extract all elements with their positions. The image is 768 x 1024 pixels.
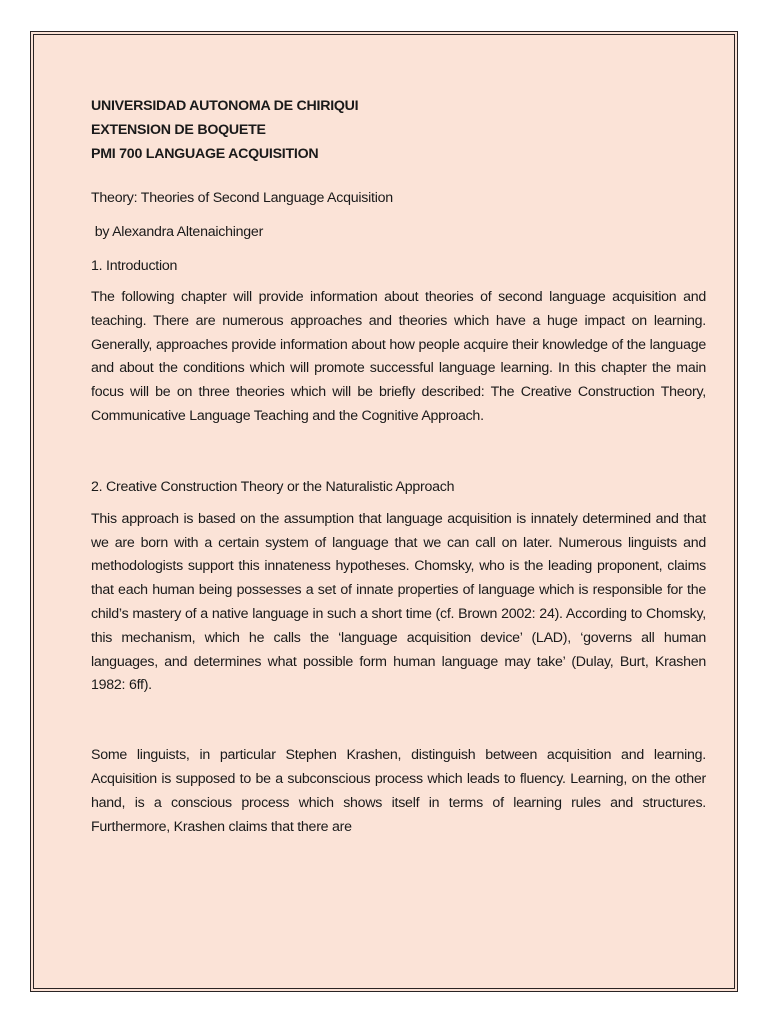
course-name: PMI 700 LANGUAGE ACQUISITION bbox=[91, 146, 319, 162]
paragraph-creative-construction-1: This approach is based on the assumption that language acquisition is innately determined and that we are born with a certain system of language that we can call on later. Numerous linguists and methodologists support this innateness hypotheses. Chomsky, who is the leading proponent, claims that each human being possesses a set of innate properties of language which is responsible for the child’s mastery of a native language in such a short time (cf. Brown 2002: 24). According to Chomsky, this mechanism, which he calls the ‘language acquisition device’ (LAD), ‘governs all human languages, and determines what possible form human language may take’ (Dulay, Burt, Krashen 1982: 6ff). bbox=[91, 510, 706, 694]
paragraph-creative-construction-2: Some linguists, in particular Stephen Krashen, distinguish between acquisition and learning. Acquisition is supposed to be a subconscious process which leads to fluency. Learning, on the other hand, is a conscious process which shows itself in terms of learning rules and structures. Furthermore, Krashen claims that there are bbox=[91, 747, 706, 835]
institution-name: UNIVERSIDAD AUTONOMA DE CHIRIQUI bbox=[91, 98, 359, 114]
document-title: Theory: Theories of Second Language Acquisition bbox=[91, 190, 393, 206]
paragraph-introduction: The following chapter will provide information about theories of second language acquisition and teaching. There are numerous approaches and theories which have a huge impact on learning. Generally, approaches provide information about how people acquire their knowledge of the language and about the conditions which will promote successful language learning. In this chapter the main focus will be on three theories which will be briefly described: The Creative Construction Theory, Communicative Language Teaching and the Cognitive Approach. bbox=[91, 289, 706, 424]
section-heading-creative-construction: 2. Creative Construction Theory or the Naturalistic Approach bbox=[91, 478, 455, 495]
author-byline: by Alexandra Altenaichinger bbox=[91, 224, 264, 240]
section-heading-introduction: 1. Introduction bbox=[91, 258, 178, 274]
document-body bbox=[91, 94, 706, 839]
campus-name: EXTENSION DE BOQUETE bbox=[91, 122, 266, 138]
